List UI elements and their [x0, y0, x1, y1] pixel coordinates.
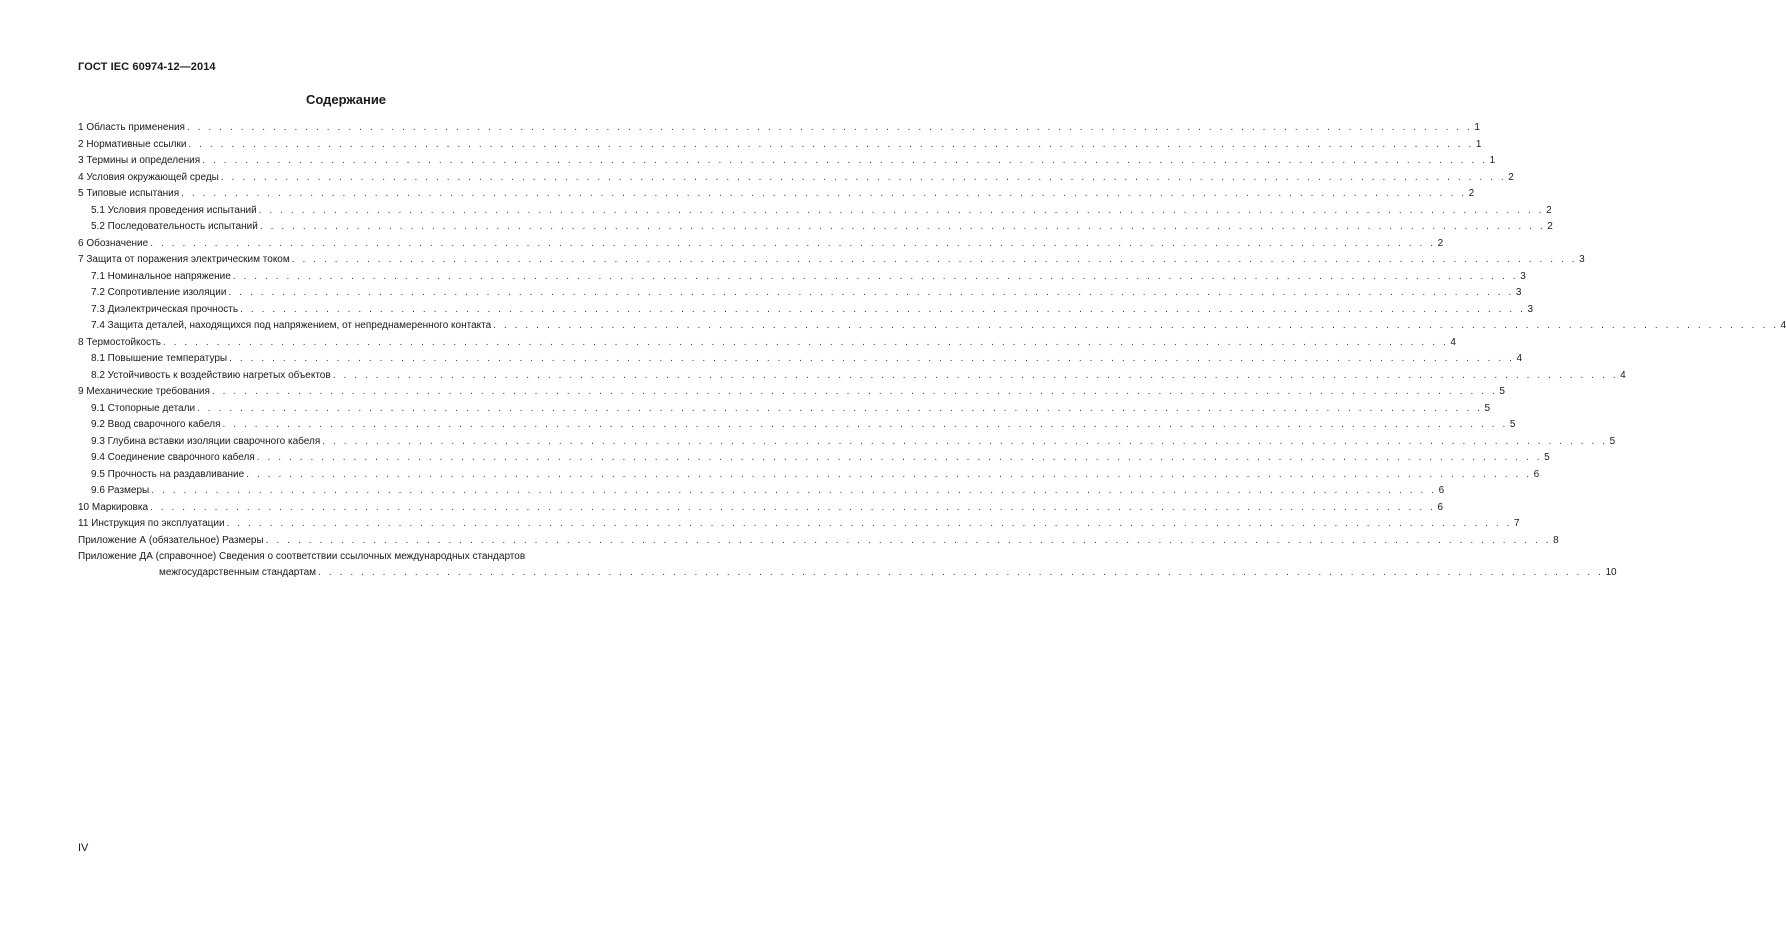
- toc-entry-label: 3 Термины и определения: [78, 155, 201, 166]
- toc-leader-dots: . . . . . . . . . . . . . . . . . . . . . . . . . . . . . . . . . . . . . . . . . . . . . . . . . . . . . . . . . . . . . . . . . . . . . . . . . . . . . . . . . . . . . . . . . . . . . . . . . . . . . . . . . . . . . . . . . . . . . . . .: [291, 254, 1578, 265]
- toc-entry[interactable]: [91, 203, 1552, 217]
- toc-entry-page: 5: [1499, 386, 1505, 397]
- toc-entry-label: 9.2 Ввод сварочного кабеля: [91, 419, 221, 430]
- toc-entry-page: 5: [1609, 435, 1616, 447]
- toc-leader-dots: . . . . . . . . . . . . . . . . . . . . . . . . . . . . . . . . . . . . . . . . . . . . . . . . . . . . . . . . . . . . . . . . . . . . . . . . . . . . . . . . . . . . . . . . . . . . . . . . . . . . . . . . . . . . . . . . . . . . . . . .: [150, 237, 1436, 249]
- toc-entry[interactable]: [91, 450, 1550, 464]
- toc-leader-dots: . . . . . . . . . . . . . . . . . . . . . . . . . . . . . . . . . . . . . . . . . . . . . . . . . . . . . . . . . . . . . . . . . . . . . . . . . . . . . . . . . . . . . . . . . . . . . . . . . . . . . . . . . . . . . . . . . . . . . . . .: [258, 204, 1545, 216]
- toc-entry-page: 4: [1780, 320, 1786, 331]
- toc-entry-page: 3: [1515, 287, 1522, 298]
- toc-entry-page: 3: [1520, 270, 1526, 282]
- toc-leader-dots: . . . . . . . . . . . . . . . . . . . . . . . . . . . . . . . . . . . . . . . . . . . . . . . . . . . . . . . . . . . . . . . . . . . . . . . . . . . . . . . . . . . . . . . . . . . . . . . . . . . . . . . . . . . . . . . . . . . . . . . .: [232, 270, 1519, 282]
- toc-entry[interactable]: [91, 483, 1445, 497]
- toc-entry[interactable]: [78, 170, 1514, 184]
- toc-entry[interactable]: [78, 516, 1520, 530]
- toc-entry-label-continuation: межгосударственным стандартам: [159, 567, 317, 578]
- page-number: IV: [78, 842, 89, 854]
- toc-leader-dots: . . . . . . . . . . . . . . . . . . . . . . . . . . . . . . . . . . . . . . . . . . . . . . . . . . . . . . . . . . . . . . . . . . . . . . . . . . . . . . . . . . . . . . . . . . . . . . . . . . . . . . . . . . . . . . . . . . . . . . . .: [332, 369, 1619, 381]
- toc-entry[interactable]: [91, 467, 1540, 481]
- toc-entry-page: 5: [1544, 452, 1550, 463]
- toc-entry[interactable]: [91, 318, 1786, 332]
- toc-leader-dots: . . . . . . . . . . . . . . . . . . . . . . . . . . . . . . . . . . . . . . . . . . . . . . . . . . . . . . . . . . . . . . . . . . . . . . . . . . . . . . . . . . . . . . . . . . . . . . . . . . . . . . . . . . . . . . . . . . . . . . . .: [493, 320, 1779, 331]
- toc-leader-dots: . . . . . . . . . . . . . . . . . . . . . . . . . . . . . . . . . . . . . . . . . . . . . . . . . . . . . . . . . . . . . . . . . . . . . . . . . . . . . . . . . . . . . . . . . . . . . . . . . . . . . . . . . . . . . . . . . . . . . . . .: [181, 188, 1467, 199]
- toc-entry-page: 3: [1527, 303, 1534, 315]
- toc-entry-page: 2: [1508, 171, 1514, 183]
- toc-entry-page: 7: [1513, 518, 1520, 529]
- toc-entry[interactable]: [91, 285, 1522, 299]
- toc-leader-dots: . . . . . . . . . . . . . . . . . . . . . . . . . . . . . . . . . . . . . . . . . . . . . . . . . . . . . . . . . . . . . . . . . . . . . . . . . . . . . . . . . . . . . . . . . . . . . . . . . . . . . . . . . . . . . . . . . . . . . . . .: [188, 138, 1474, 150]
- toc-leader-dots: . . . . . . . . . . . . . . . . . . . . . . . . . . . . . . . . . . . . . . . . . . . . . . . . . . . . . . . . . . . . . . . . . . . . . . . . . . . . . . . . . . . . . . . . . . . . . . . . . . . . . . . . . . . . . . . . . . . . . . . .: [246, 468, 1532, 480]
- toc-entry-label: 8.2 Устойчивость к воздействию нагретых объектов: [91, 369, 331, 381]
- toc-entry-continuation: [159, 565, 1617, 579]
- toc-entry-page: 2: [1547, 221, 1553, 232]
- toc-entry-page: 2: [1437, 237, 1444, 249]
- toc-leader-dots: . . . . . . . . . . . . . . . . . . . . . . . . . . . . . . . . . . . . . . . . . . . . . . . . . . . . . . . . . . . . . . . . . . . . . . . . . . . . . . . . . . . . . . . . . . . . . . . . . . . . . . . . . . . . . . . . . . . . . . . .: [229, 353, 1515, 364]
- toc-entry-page: 5: [1509, 419, 1516, 430]
- toc-leader-dots: . . . . . . . . . . . . . . . . . . . . . . . . . . . . . . . . . . . . . . . . . . . . . . . . . . . . . . . . . . . . . . . . . . . . . . . . . . . . . . . . . . . . . . . . . . . . . . . . . . . . . . . . . . . . . . . . . . . . . . . .: [226, 518, 1512, 529]
- toc-entry[interactable]: [78, 186, 1475, 200]
- toc-entry-label: 9.4 Соединение сварочного кабеля: [91, 452, 255, 463]
- toc-leader-dots: . . . . . . . . . . . . . . . . . . . . . . . . . . . . . . . . . . . . . . . . . . . . . . . . . . . . . . . . . . . . . . . . . . . . . . . . . . . . . . . . . . . . . . . . . . . . . . . . . . . . . . . . . . . . . . . . . . . . . . . .: [228, 287, 1514, 298]
- toc-entry-label: 11 Инструкция по эксплуатации: [78, 518, 225, 529]
- toc-entry-label: Приложение А (обязательное) Размеры: [78, 534, 264, 546]
- toc-title: Содержание: [305, 92, 387, 107]
- toc-leader-dots: . . . . . . . . . . . . . . . . . . . . . . . . . . . . . . . . . . . . . . . . . . . . . . . . . . . . . . . . . . . . . . . . . . . . . . . . . . . . . . . . . . . . . . . . . . . . . . . . . . . . . . . . . . . . . . . . . . . . . . . .: [265, 534, 1552, 546]
- toc-entry-label: 7.4 Защита деталей, находящихся под напряжением, от непреднамеренного контакта: [91, 320, 492, 331]
- toc-entry-label: 4 Условия окружающей среды: [78, 171, 219, 183]
- toc-entry[interactable]: [91, 269, 1526, 283]
- toc-leader-dots: . . . . . . . . . . . . . . . . . . . . . . . . . . . . . . . . . . . . . . . . . . . . . . . . . . . . . . . . . . . . . . . . . . . . . . . . . . . . . . . . . . . . . . . . . . . . . . . . . . . . . . . . . . . . . . . . . . . . . . . .: [318, 567, 1604, 578]
- toc-entry-page: 6: [1533, 468, 1540, 480]
- toc-entry-page: 2: [1546, 204, 1552, 216]
- toc-entry-label: 9 Механические требования: [78, 386, 210, 397]
- toc-leader-dots: . . . . . . . . . . . . . . . . . . . . . . . . . . . . . . . . . . . . . . . . . . . . . . . . . . . . . . . . . . . . . . . . . . . . . . . . . . . . . . . . . . . . . . . . . . . . . . . . . . . . . . . . . . . . . . . . . . . . . . . .: [202, 155, 1488, 166]
- toc-entry-label: Приложение ДА (справочное) Сведения о соответствии ссылочных международных стандартов: [78, 551, 526, 562]
- toc-entry-page: 8: [1553, 534, 1559, 546]
- toc-entry-page: 4: [1620, 369, 1626, 381]
- toc-entry-label: 9.6 Размеры: [91, 485, 150, 496]
- toc-entry-label: 5.1 Условия проведения испытаний: [91, 204, 257, 216]
- toc-entry[interactable]: [78, 236, 1444, 250]
- toc-entry-page: 1: [1475, 138, 1482, 150]
- toc-entry-label: 10 Маркировка: [78, 501, 149, 513]
- toc-entry-label: 9.5 Прочность на раздавливание: [91, 468, 245, 480]
- toc-entry-page: 5: [1484, 402, 1491, 414]
- toc-entry-page: 10: [1605, 567, 1617, 578]
- toc-entry-page: 4: [1450, 336, 1456, 348]
- toc-entry[interactable]: [78, 500, 1444, 514]
- toc-leader-dots: . . . . . . . . . . . . . . . . . . . . . . . . . . . . . . . . . . . . . . . . . . . . . . . . . . . . . . . . . . . . . . . . . . . . . . . . . . . . . . . . . . . . . . . . . . . . . . . . . . . . . . . . . . . . . . . . . . . . . . . .: [150, 501, 1436, 513]
- toc-entry-label: 5 Типовые испытания: [78, 188, 180, 199]
- toc-entry[interactable]: [91, 351, 1523, 365]
- toc-entry-label: 6 Обозначение: [78, 237, 149, 249]
- toc-entry-appendix-da[interactable]: [78, 551, 1617, 579]
- toc-entry[interactable]: [78, 252, 1585, 266]
- toc-entry-label: 1 Область применения: [78, 122, 185, 133]
- toc-entry-label: 5.2 Последовательность испытаний: [91, 221, 258, 232]
- toc-leader-dots: . . . . . . . . . . . . . . . . . . . . . . . . . . . . . . . . . . . . . . . . . . . . . . . . . . . . . . . . . . . . . . . . . . . . . . . . . . . . . . . . . . . . . . . . . . . . . . . . . . . . . . . . . . . . . . . . . . . . . . . .: [240, 303, 1526, 315]
- toc-leader-dots: . . . . . . . . . . . . . . . . . . . . . . . . . . . . . . . . . . . . . . . . . . . . . . . . . . . . . . . . . . . . . . . . . . . . . . . . . . . . . . . . . . . . . . . . . . . . . . . . . . . . . . . . . . . . . . . . . . . . . . . .: [211, 386, 1498, 397]
- toc-entry-label: 7.1 Номинальное напряжение: [91, 270, 231, 282]
- toc-leader-dots: . . . . . . . . . . . . . . . . . . . . . . . . . . . . . . . . . . . . . . . . . . . . . . . . . . . . . . . . . . . . . . . . . . . . . . . . . . . . . . . . . . . . . . . . . . . . . . . . . . . . . . . . . . . . . . . . . . . . . . . .: [256, 452, 1543, 463]
- toc-leader-dots: . . . . . . . . . . . . . . . . . . . . . . . . . . . . . . . . . . . . . . . . . . . . . . . . . . . . . . . . . . . . . . . . . . . . . . . . . . . . . . . . . . . . . . . . . . . . . . . . . . . . . . . . . . . . . . . . . . . . . . . .: [259, 221, 1546, 232]
- toc-entry[interactable]: [78, 533, 1559, 547]
- toc-entry[interactable]: [91, 219, 1553, 233]
- toc-leader-dots: . . . . . . . . . . . . . . . . . . . . . . . . . . . . . . . . . . . . . . . . . . . . . . . . . . . . . . . . . . . . . . . . . . . . . . . . . . . . . . . . . . . . . . . . . . . . . . . . . . . . . . . . . . . . . . . . . . . . . . . .: [197, 402, 1483, 414]
- toc-entry-page: 4: [1516, 353, 1523, 364]
- toc-entry[interactable]: [78, 335, 1456, 349]
- document-header: ГОСТ IEC 60974-12—2014: [78, 61, 216, 73]
- toc-leader-dots: . . . . . . . . . . . . . . . . . . . . . . . . . . . . . . . . . . . . . . . . . . . . . . . . . . . . . . . . . . . . . . . . . . . . . . . . . . . . . . . . . . . . . . . . . . . . . . . . . . . . . . . . . . . . . . . . . . . . . . . .: [186, 122, 1473, 133]
- toc-entry[interactable]: [91, 302, 1534, 316]
- toc-entry-label: 9.1 Стопорные детали: [91, 402, 196, 414]
- toc-entry-label: 7 Защита от поражения электрическим током: [78, 254, 290, 265]
- toc-entry[interactable]: [91, 368, 1626, 382]
- toc-leader-dots: . . . . . . . . . . . . . . . . . . . . . . . . . . . . . . . . . . . . . . . . . . . . . . . . . . . . . . . . . . . . . . . . . . . . . . . . . . . . . . . . . . . . . . . . . . . . . . . . . . . . . . . . . . . . . . . . . . . . . . . .: [162, 336, 1449, 348]
- toc-entry[interactable]: [78, 153, 1496, 167]
- toc-entry-label: 8.1 Повышение температуры: [91, 353, 228, 364]
- toc-entry-page: 1: [1489, 155, 1496, 166]
- toc-entry-label: 9.3 Глубина вставки изоляции сварочного кабеля: [91, 435, 321, 447]
- toc-entry[interactable]: [78, 384, 1505, 398]
- toc-entry[interactable]: [78, 120, 1480, 134]
- toc-entry[interactable]: [91, 401, 1491, 415]
- toc-leader-dots: . . . . . . . . . . . . . . . . . . . . . . . . . . . . . . . . . . . . . . . . . . . . . . . . . . . . . . . . . . . . . . . . . . . . . . . . . . . . . . . . . . . . . . . . . . . . . . . . . . . . . . . . . . . . . . . . . . . . . . . .: [220, 171, 1507, 183]
- toc-leader-dots: . . . . . . . . . . . . . . . . . . . . . . . . . . . . . . . . . . . . . . . . . . . . . . . . . . . . . . . . . . . . . . . . . . . . . . . . . . . . . . . . . . . . . . . . . . . . . . . . . . . . . . . . . . . . . . . . . . . . . . . .: [322, 435, 1608, 447]
- toc-entry-label: 8 Термостойкость: [78, 336, 161, 348]
- toc-entry[interactable]: [91, 434, 1616, 448]
- toc-entry-page: 6: [1437, 501, 1444, 513]
- toc-entry-page: 2: [1468, 188, 1475, 199]
- toc-leader-dots: . . . . . . . . . . . . . . . . . . . . . . . . . . . . . . . . . . . . . . . . . . . . . . . . . . . . . . . . . . . . . . . . . . . . . . . . . . . . . . . . . . . . . . . . . . . . . . . . . . . . . . . . . . . . . . . . . . . . . . . .: [151, 485, 1437, 496]
- toc-entry[interactable]: [91, 417, 1516, 431]
- toc-entry-page: 6: [1438, 485, 1445, 496]
- toc-entry-page: 1: [1474, 122, 1480, 133]
- toc-entry-label: 7.3 Диэлектрическая прочность: [91, 303, 239, 315]
- toc-entry-label: 7.2 Сопротивление изоляции: [91, 287, 227, 298]
- toc-entry-page: 3: [1579, 254, 1585, 265]
- toc-entry-label: 2 Нормативные ссылки: [78, 138, 187, 150]
- toc-entry[interactable]: [78, 137, 1482, 151]
- toc-leader-dots: . . . . . . . . . . . . . . . . . . . . . . . . . . . . . . . . . . . . . . . . . . . . . . . . . . . . . . . . . . . . . . . . . . . . . . . . . . . . . . . . . . . . . . . . . . . . . . . . . . . . . . . . . . . . . . . . . . . . . . . .: [222, 419, 1508, 430]
